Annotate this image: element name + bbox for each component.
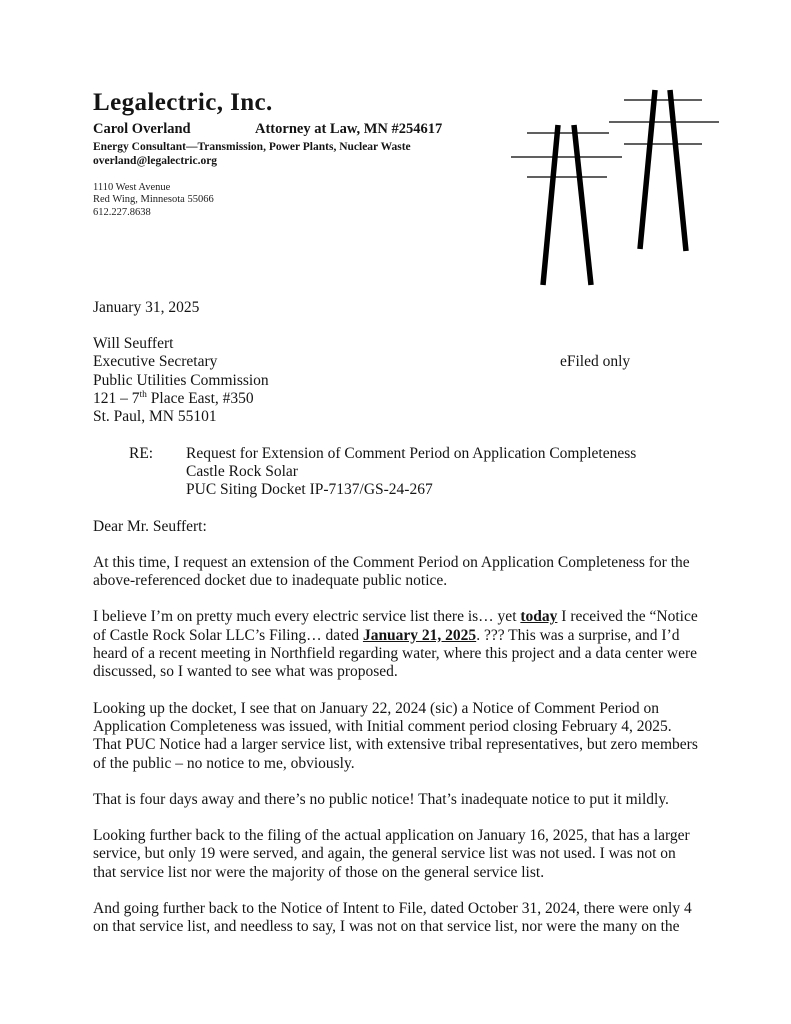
p2-text-c: . ??? This was a surprise, and I’d heard of a recent meeting in Northfield regarding water, where this project and a data center were discussed, so I wanted to see what was proposed. [93,626,698,681]
salutation: Dear Mr. Seuffert: [93,517,207,535]
recipient-org: Public Utilities Commission [93,371,269,389]
recipient-name: Will Seuffert [93,335,174,353]
address-suffix: Place East, #350 [146,390,254,408]
address-prefix: 121 – 7 [93,390,140,408]
body-paragraph-5: Looking further back to the filing of the actual application on January 16, 2025, that has a larger service, but only 19 were served, and again, the general service list was not used. I was not on that service list nor were the majority of those on the general service list. [93,827,690,881]
recipient-title: Executive Secretary [93,353,218,371]
attorney-title: Attorney at Law, MN #254617 [255,121,443,137]
ordinal-suffix: th [139,389,147,400]
re-label: RE: [129,444,154,462]
letterhead-address-line1: 1110 West Avenue [93,182,171,193]
p2-text-b: I received the “Notice of Castle Rock Solar LLC’s Filing… dated [93,608,698,644]
body-paragraph-6: And going further back to the Notice of Intent to File, dated October 31, 2024, there were only 4 on that service list, and needless to say, I was not on that service list, nor were the many on the [93,900,692,936]
body-paragraph-3: Looking up the docket, I see that on January 22, 2024 (sic) a Notice of Comment Period on Application Completeness was issued, with Initial comment period closing February 4, 2025. That PUC Notice had a larger service list, with extensive tribal representatives, but zero members of the public – no notice to me, obviously. [93,699,698,772]
p2-emphasis-date: January 21, 2025 [362,626,477,644]
recipient-block [93,335,700,426]
recipient-address-line2: St. Paul, MN 55101 [93,408,217,426]
re-subject: Request for Extension of Comment Period on Application Completeness [186,444,637,462]
company-name: Legalectric, Inc. [93,89,273,116]
re-docket: PUC Siting Docket IP-7137/GS-24-267 [186,481,433,499]
body-paragraph-4: That is four days away and there’s no public notice! That’s inadequate notice to put it mildly. [93,790,669,808]
letterhead-email: overland@legalectric.org [93,155,218,167]
letterhead-phone: 612.227.8638 [93,206,151,218]
p2-emphasis-today: today [520,608,558,626]
p2-text-a: I believe I’m on pretty much every electric service list there is… yet [93,608,521,626]
efiled-note: eFiled only [560,353,631,371]
letterhead-tagline: Energy Consultant—Transmission, Power Plants, Nuclear Waste [93,141,411,153]
body-paragraph-2 [93,608,700,681]
letterhead-address-line2: Red Wing, Minnesota 55066 [93,194,214,206]
transmission-towers-graphic [505,84,730,290]
body-paragraph-1: At this time, I request an extension of the Comment Period on Application Completeness for the above-referenced docket due to inadequate public notice. [93,553,690,590]
recipient-address-line1 [93,390,700,408]
re-block [93,445,700,500]
re-project: Castle Rock Solar [186,462,298,480]
letter-date: January 31, 2025 [93,298,200,316]
letter-content [93,299,700,937]
re-lines [186,445,636,500]
attorney-name: Carol Overland [93,121,191,137]
